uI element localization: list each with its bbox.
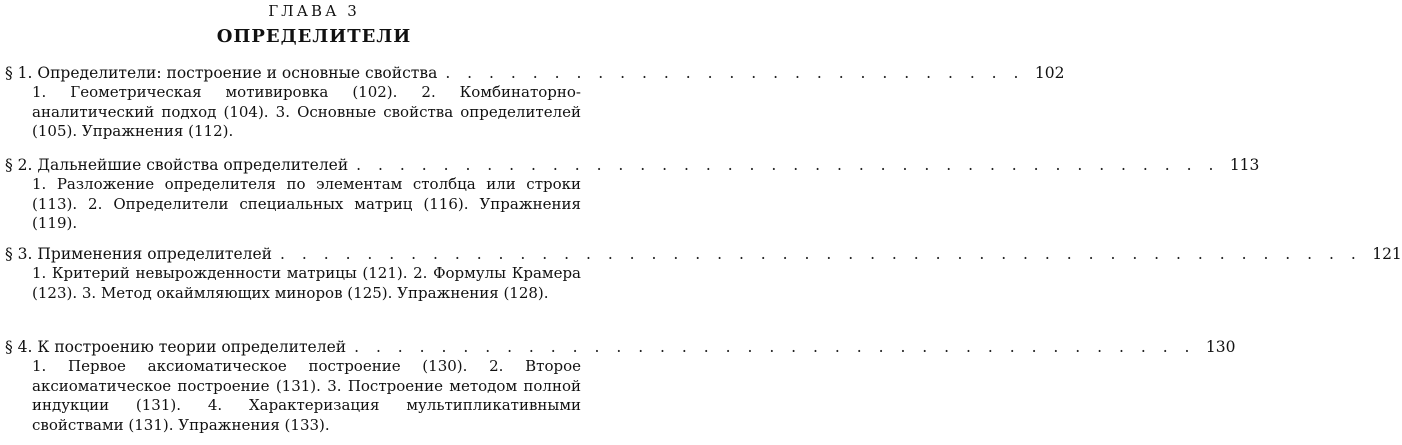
toc-section-3 bbox=[5, 245, 1402, 303]
section-page-number: 130 bbox=[1205, 338, 1236, 356]
section-title: § 2. Дальнейшие свойства определителей bbox=[5, 156, 349, 174]
toc-section-2 bbox=[5, 156, 1260, 234]
toc-section-1 bbox=[5, 64, 1065, 142]
section-page-number: 102 bbox=[1034, 64, 1065, 82]
section-description: 1. Геометрическая мотивировка (102). 2. Комбинаторно-аналитический подход (104). 3. Основные свойства определителей (105). Упражнения (112). bbox=[32, 83, 581, 140]
section-description: 1. Разложение определителя по элементам столбца или строки (113). 2. Определители специальных матриц (116). Упражнения (119). bbox=[32, 175, 581, 232]
dot-leader: . . . . . . . . . . . . . . . . . . . . . . . . . . . . . . . . . . . . . . . . bbox=[356, 156, 1220, 174]
section-page-number: 113 bbox=[1229, 156, 1260, 174]
section-description: 1. Первое аксиоматическое построение (130). 2. Второе аксиоматическое построение (131). 3. Построение методом полной индукции (131). 4. Характеризация мультипликативными свойствами (131). Упражнения (133). bbox=[32, 357, 581, 434]
chapter-number: ГЛАВА 3 bbox=[268, 2, 360, 20]
dot-leader: . . . . . . . . . . . . . . . . . . . . . . . . . . . . . . . . . . . . . . . bbox=[354, 338, 1196, 356]
dot-leader: . . . . . . . . . . . . . . . . . . . . . . . . . . . . . . . . . . . . . . . . . . . . . . . . . . bbox=[280, 245, 1362, 263]
toc-section-4 bbox=[5, 338, 1236, 435]
section-page-number: 121 bbox=[1372, 245, 1402, 263]
section-title: § 4. К построению теории определителей bbox=[5, 338, 347, 356]
section-title: § 3. Применения определителей bbox=[5, 245, 273, 263]
section-description: 1. Критерий невырожденности матрицы (121). 2. Формулы Крамера (123). 3. Метод окаймляющих миноров (125). Упражнения (128). bbox=[32, 264, 581, 302]
dot-leader: . . . . . . . . . . . . . . . . . . . . . . . . . . . bbox=[445, 64, 1025, 82]
chapter-title: ОПРЕДЕЛИТЕЛИ bbox=[216, 26, 412, 47]
section-title: § 1. Определители: построение и основные свойства bbox=[5, 64, 438, 82]
